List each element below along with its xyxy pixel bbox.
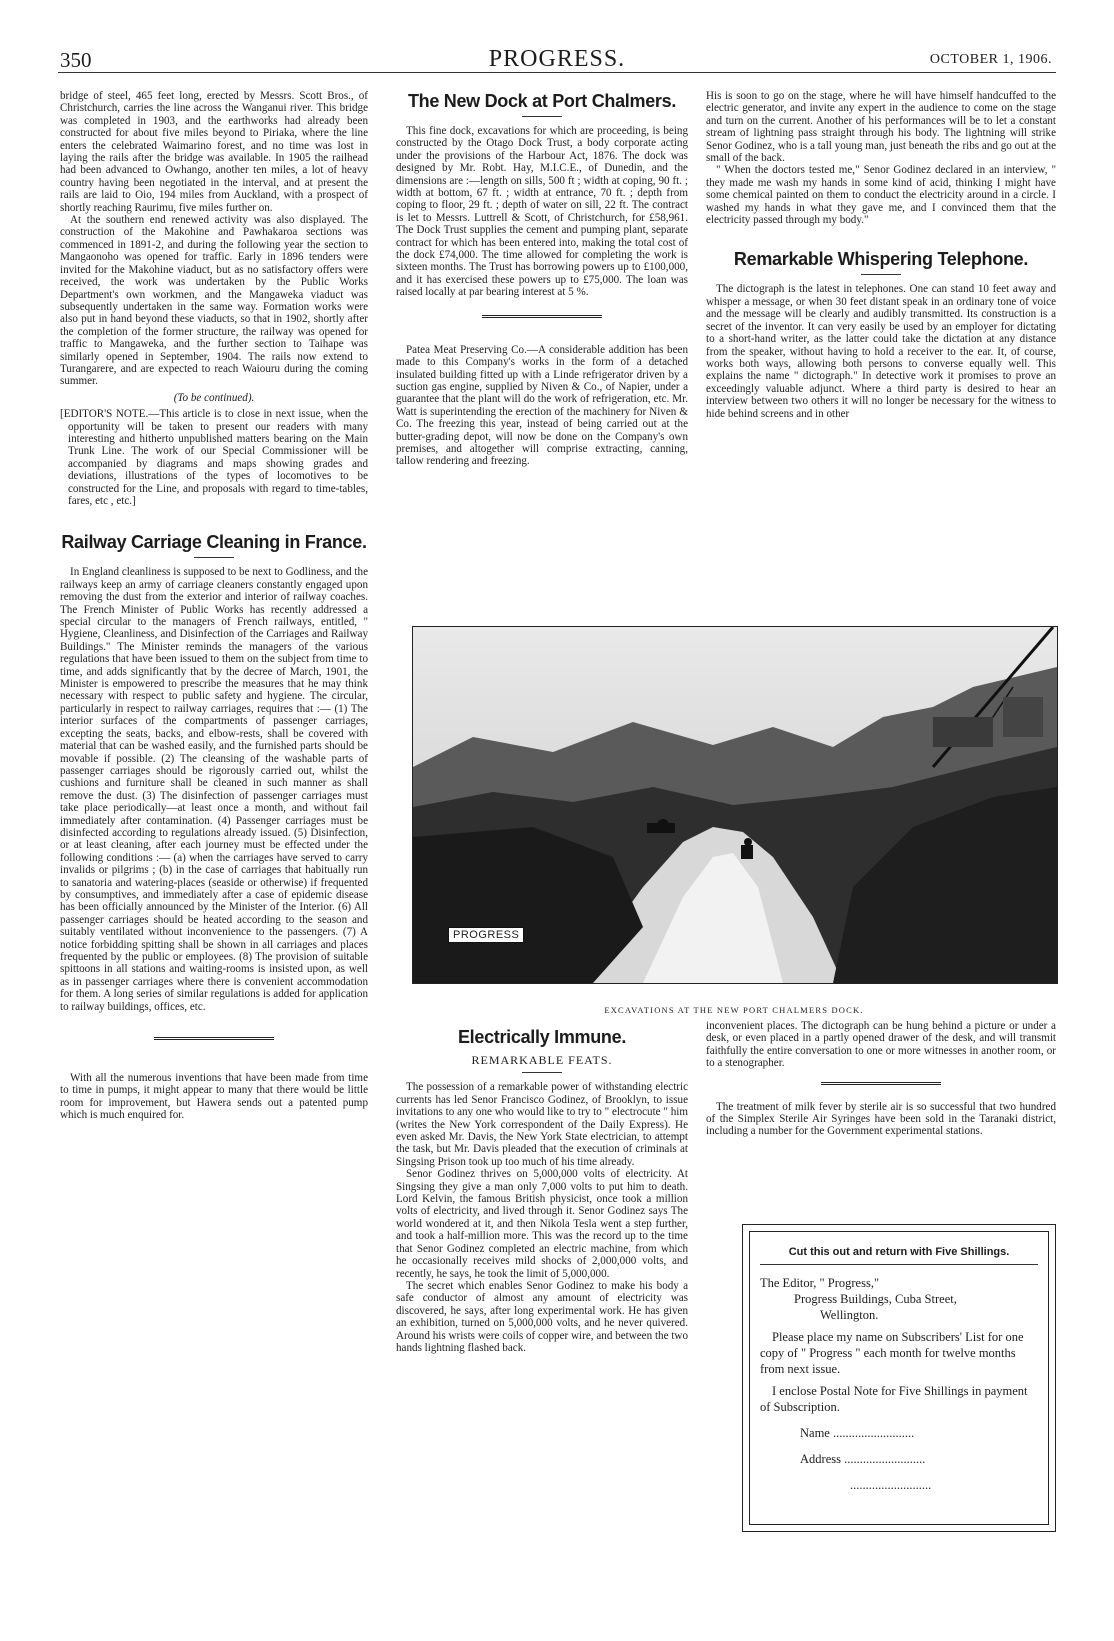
article-paragraph: " When the doctors tested me," Senor Godinez declared in an interview, " they made me wash my hands in some kind of acid, thinking I might have some chemical painted on them to conduct the electricity around in a circle. I washed my hands in what they gave me, and I convinced them that the electricity passed through my body." xyxy=(706,164,1056,227)
continued-note: (To be continued). xyxy=(173,391,255,404)
article-subtitle: REMARKABLE FEATS. xyxy=(471,1053,613,1067)
address-field[interactable]: Address .......................... xyxy=(800,1452,926,1466)
title-rule xyxy=(522,1072,562,1073)
article-title-dock: The New Dock at Port Chalmers. xyxy=(407,91,677,111)
masthead: PROGRESS. xyxy=(488,46,626,72)
column-2-bottom xyxy=(396,1022,688,1354)
photo-caption: EXCAVATIONS AT THE NEW PORT CHALMERS DOCK. xyxy=(604,1005,864,1015)
column-3-bottom xyxy=(706,1020,1056,1138)
article-paragraph: bridge of steel, 465 feet long, erected by Messrs. Scott Bros., of Christchurch, carries the line across the Wanganui river. This bridge was completed in 1903, and the earthworks had already been constructed for about five miles beyond to Piriaka, where the line enters the celebrated Waimarino forest, and no time was lost in laying the rails after the bridge was available. In 1905 the railhead had been advanced to Owhango, another ten miles, a lot of heavy country having been negotiated in the interval, and at present the rails are laid to Oio, 194 miles from Auckland, with a prospect of shortly reaching Raurimu, five miles further on. xyxy=(60,90,368,214)
coupon-title: Cut this out and return with Five Shillings. xyxy=(788,1246,1010,1258)
section-divider xyxy=(154,1037,274,1042)
article-paragraph: Patea Meat Preserving Co.—A considerable addition has been made to this Company's works in the form of a detached insulated building fitted up with a Linde refrigerator driven by a suction gas engine, supplied by Niven & Co., of Napier, under a guarantee that the plant will do the work of refrigeration, etc. Mr. Watt is superintending the erection of the machinery for Niven & Co. The freezing this year, instead of being carried out at the butter-grading depot, will now be done on the Company's own premises, and altogether will comprise extracting, canning, tallow rendering and freezing. xyxy=(396,343,688,468)
address-field-extra[interactable]: .......................... xyxy=(850,1478,932,1492)
name-field[interactable]: Name .......................... xyxy=(800,1426,915,1440)
article-paragraph: With all the numerous inventions that have been made from time to time in pumps, it might appear to many that there would be little room for improvement, but Hawera sends out a patented pump which is much enquired for. xyxy=(60,1072,368,1122)
article-paragraph: The dictograph is the latest in telephones. One can stand 10 feet away and whisper a message, or when 30 feet distant speak in an ordinary tone of voice and the message will be clearly and audibly transmitted. Its construction is a secret of the inventor. It can very easily be used by an employer for dictating to a short-hand writer, as the latter could take the dictation at any distance from the speaker, without having to hold a receiver to the ear. It, of course, works both ways, allowing both persons to converse equally well. This explains the name " dictograph." In detective work it promises to prove an exceedingly valuable adjunct. Where a third party is desired to hear an interview between two others it will no longer be necessary for the witness to hide behind screens and in other xyxy=(706,283,1056,420)
article-paragraph: His is soon to go on the stage, where he will have himself handcuffed to the electric generator, and invite any expert in the audience to come on the stage and turn on the current. Another of his performances will be to let a constant stream of lightning pass straight through his body. The lightning will strike Senor Godinez, who is a tall young man, just beneath the ribs and go out at the small of the back. xyxy=(706,90,1056,165)
column-2-top xyxy=(396,90,688,468)
article-paragraph: Senor Godinez thrives on 5,000,000 volts of electricity. At Singsing they give a man only 7,000 volts to put him to death. Lord Kelvin, the famous British physicist, once took a million volts of electricity, and lived through it. Senor Godinez says The world wondered at it, and then Nikola Tesla went a step further, and took a half-million more. This was the record up to the time that Senor Godinez completed an electric machine, from which he occasionally receives mild shocks of 2,000,000 volts, and recently, he says, he took the limit of 5,000,000. xyxy=(396,1168,688,1280)
article-paragraph: The possession of a remarkable power of withstanding electric currents has led Senor Francisco Godinez, of Brooklyn, to issue invitations to any one who would like to try to " electrocute " him (writes the New York correspondent of the Daily Express). He even asked Mr. Davis, the New York State electrician, to attempt the task, but Mr. Davis pleaded that the execution of criminals at Singsing Prison took up too much of his time already. xyxy=(396,1081,688,1168)
page-number: 350 xyxy=(60,48,92,72)
coupon-payment: I enclose Postal Note for Five Shillings in payment of Subscription. xyxy=(760,1384,1028,1414)
article-title-immune: Electrically Immune. xyxy=(457,1027,627,1047)
article-title-railway: Railway Carriage Cleaning in France. xyxy=(61,532,367,553)
coupon-addressee: The Editor, " Progress," xyxy=(760,1276,880,1290)
photo-watermark: PROGRESS xyxy=(448,927,524,943)
coupon-border xyxy=(749,1231,1049,1525)
coupon-rule xyxy=(760,1264,1038,1265)
column-1 xyxy=(60,90,368,1122)
column-3-top xyxy=(706,90,1056,420)
article-paragraph: This fine dock, excavations for which are proceeding, is being constructed by the Otago Dock Trust, a body corporate acting under the provisions of the Harbour Act, 1876. The dock was designed by Mr. Robt. Hay, M.I.C.E., of Dunedin, and the dimensions are :—length on sills, 500 ft ; width at coping, 90 ft. ; width at bottom, 67 ft. ; width at entrance, 70 ft. ; depth from coping to floor, 29 ft. ; depth of water on sill, 22 ft. The contract is let to Messrs. Luttrell & Scott, of Christchurch, for £58,961. The Dock Trust supplies the cement and pumping plant, separate contract for which has been entered into, making the total cost of the dock £74,000. The time allowed for completing the work is sixteen months. The Trust has borrowing powers up to £100,000, and it has exercised these powers up to £75,000. The loan was raised locally at par bearing interest at 5 %. xyxy=(396,125,688,299)
editors-note: [EDITOR'S NOTE.—This article is to close in next issue, when the opportunity will be taken to present our readers with many interesting and hitherto unpublished matters bearing on the Main Trunk Line. The work of our Special Commissioner will be accompanied by diagrams and maps showing grades and deviations, illustrations of the types of locomotives to be constructed for the Line, and proposals with regard to time-tables, fares, etc , etc.] xyxy=(60,408,368,507)
article-title-telephone: Remarkable Whispering Telephone. xyxy=(733,249,1029,270)
coupon-request: Please place my name on Subscribers' List for one copy of " Progress " each month for twelve months from next issue. xyxy=(760,1330,1024,1376)
dock-excavation-photo xyxy=(412,626,1058,984)
title-rule xyxy=(522,116,562,117)
issue-date: OCTOBER 1, 1906. xyxy=(929,52,1052,67)
coupon-body xyxy=(750,1275,1048,1493)
article-paragraph: The treatment of milk fever by sterile air is so successful that two hundred of the Simplex Sterile Air Syringes have been sold in the Taranaki district, including a number for the Government experimental stations. xyxy=(706,1100,1056,1138)
title-rule xyxy=(194,557,234,558)
section-divider xyxy=(821,1082,941,1087)
section-divider xyxy=(482,315,602,320)
article-paragraph: In England cleanliness is supposed to be next to Godliness, and the railways keep an army of carriage cleaners constantly engaged upon removing the dust from the exterior and interior of railway coaches. The French Minister of Public Works has recently addressed a special circular to the managers of French railways, entitled, " Hygiene, Cleanliness, and Disinfection of the Carriages and Railway Buildings." The Minister reminds the managers of the various regulations that have been issued to them on the subject from time to time, and adds significantly that by the decree of March, 1901, the Minister is empowered to prescribe the measures that he may think necessary with respect to public safety and hygiene. The circular, particularly in respect to railway carriages, requires that :— (1) The interior surfaces of the compartments of passenger carriages, excepting the seats, backs, and elbow-rests, shall be covered with material that can be washed easily, and the furnished parts should be movable if possible. (2) The cleansing of the washable parts of passenger carriages should be rigorously carried out, whilst the cushions and furniture shall be cleaned in such manner as shall remove the dust. (3) The disinfection of passenger carriages must take place periodically—at least once a month, and without fail immediately after contamination. (4) Passenger carriages must be disinfected according to regulations already issued. (5) Disinfection, or at least cleaning, after each journey must be effected under the following conditions :— (a) when the carriages have served to carry invalids or pilgrims ; (b) in the case of carriages that habitually run to sanatoria and watering-places (seaside or otherwise) if frequented by consumptives, and immediately after a case of epidemic disease has been officially announced by the Minister of the Interior. (6) All passenger carriages should be heated according to the season and suitably ventilated without inconvenience to the passengers. (7) A notice forbidding spitting shall be shown in all carriages and places frequented by the public or employees. (8) The provision of suitable spittoons in all stations and waiting-rooms is insisted upon, as well as in passenger carriages where there is convenient accommodation for them. A long series of similar regulations is added for application to railway buildings, offices, etc. xyxy=(60,566,368,1013)
title-rule xyxy=(861,274,901,275)
article-paragraph: At the southern end renewed activity was also displayed. The construction of the Makohine and Pawhakaroa sections was commenced in 1891-2, and during the following year the section to Mangaonoho was opened for traffic. Early in 1896 tenders were invited for the Makohine viaduct, but as no satisfactory offers were received, the work was undertaken by the Public Works Department's own workmen, and the Mangaweka viaduct was subsequently undertaken in the same way. Formation works were also put in hand beyond these viaducts, so that in 1902, shortly after the completion of the former structure, the railway was opened for traffic to Mangaweka, and the further section to Taihape was similarly opened in September, 1904. The rails now extend to Turangarere, and are expected to reach Waiouru during the coming summer. xyxy=(60,214,368,388)
coupon-address-line: Wellington. xyxy=(820,1308,879,1322)
subscription-coupon xyxy=(742,1224,1056,1532)
article-paragraph: inconvenient places. The dictograph can be hung behind a picture or under a desk, or even placed in a partly opened drawer of the desk, and will transmit faithfully the entire conversation to one or more witnesses in another room, or to a stenographer. xyxy=(706,1020,1056,1070)
article-paragraph: The secret which enables Senor Godinez to make his body a safe conductor of almost any amount of electricity was discovered, he says, after long experimental work. He has given an exhibition, turned on 5,000,000 volts, and he never quivered. Around his wrists were coils of copper wire, and between the two hands lightning flashed back. xyxy=(396,1279,688,1354)
coupon-address-line: Progress Buildings, Cuba Street, xyxy=(794,1292,957,1306)
header-rule xyxy=(58,72,1056,73)
